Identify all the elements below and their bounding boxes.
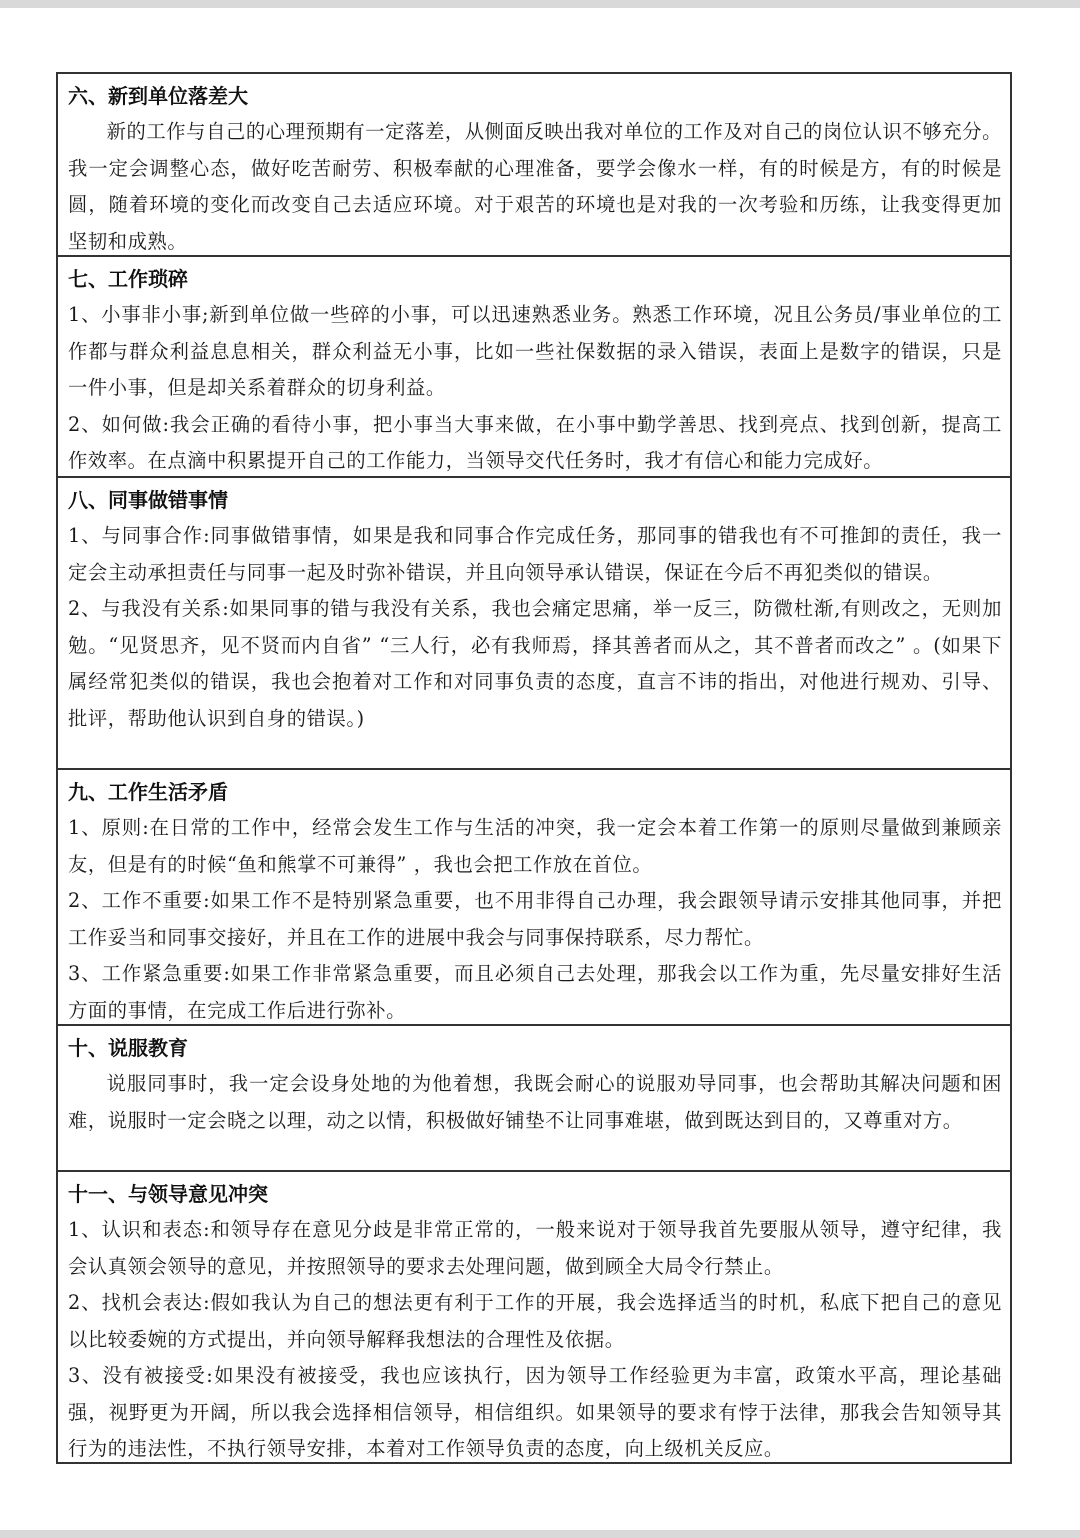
section-paragraph: 新的工作与自己的心理预期有一定落差，从侧面反映出我对单位的工作及对自己的岗位认识不够充分。我一定会调整心态，做好吃苦耐劳、积极奉献的心理准备，要学会像水一样，有的时候是方，有的时候是圆，随着环境的变化而改变自己去适应环境。对于艰苦的环境也是对我的一次考验和历练，让我变得更加坚韧和成熟。 [68,120,1002,253]
section-paragraph: 1、小事非小事;新到单位做一些碎的小事，可以迅速熟悉业务。熟悉工作环境，况且公务员/事业单位的工作都与群众利益息息相关，群众利益无小事，比如一些社保数据的录入错误，表面上是数字的错误，只是一件小事，但是却关系着群众的切身利益。 [68,303,1002,399]
section-paragraph: 1、原则:在日常的工作中，经常会发生工作与生活的冲突，我一定会本着工作第一的原则尽量做到兼顾亲友，但是有的时候“鱼和熊掌不可兼得” ，我也会把工作放在首位。 [68,816,1002,876]
section-heading: 八、同事做错事情 [68,488,228,512]
section-paragraph: 2、找机会表达:假如我认为自己的想法更有利于工作的开展，我会选择适当的时机，私底下把自己的意见以比较委婉的方式提出，并向领导解释我想法的合理性及依据。 [68,1291,1002,1351]
qa-table [56,72,1012,1464]
section-paragraph: 2、与我没有关系:如果同事的错与我没有关系，我也会痛定思痛，举一反三，防微杜渐,有则改之，无则加勉。“见贤思齐，见不贤而内自省” “三人行，必有我师焉，择其善者而从之，其不普者而改之” 。(如果下属经常犯类似的错误，我也会抱着对工作和对同事负责的态度，直言不讳的指出，对他进行规劝、引导、批评，帮助他认识到自身的错误。) [68,597,1002,730]
section-heading: 七、工作琐碎 [68,267,188,291]
section-persuasion [58,1026,1010,1172]
section-paragraph: 3、没有被接受:如果没有被接受，我也应该执行，因为领导工作经验更为丰富，政策水平高，理论基础强，视野更为开阔，所以我会选择相信领导，相信组织。如果领导的要求有悖于法律，那我会告知领导其行为的违法性，不执行领导安排，本着对工作领导负责的态度，向上级机关反应。 [68,1364,1002,1460]
section-paragraph: 说服同事时，我一定会设身处地的为他着想，我既会耐心的说服劝导同事，也会帮助其解决问题和困难，说服时一定会晓之以理，动之以情，积极做好铺垫不让同事难堪，做到既达到目的，又尊重对方。 [68,1072,1002,1132]
section-heading: 十、说服教育 [68,1036,188,1060]
section-leader-disagreement [58,1172,1010,1462]
section-work-life-conflict [58,770,1010,1026]
section-paragraph: 2、如何做:我会正确的看待小事，把小事当大事来做，在小事中勤学善思、找到亮点、找到创新，提高工作效率。在点滴中积累提开自己的工作能力，当领导交代任务时，我才有信心和能力完成好。 [68,412,1002,472]
section-paragraph: 3、工作紧急重要:如果工作非常紧急重要，而且必须自己去处理，那我会以工作为重，先尽量安排好生活方面的事情，在完成工作后进行弥补。 [68,962,1002,1022]
bottom-gray-band [0,1530,1080,1538]
section-trivial-work [58,257,1010,478]
section-colleague-mistakes [58,478,1010,770]
section-heading: 六、新到单位落差大 [68,84,248,108]
section-paragraph: 1、认识和表态:和领导存在意见分歧是非常正常的，一般来说对于领导我首先要服从领导，遵守纪律，我会认真领会领导的意见，并按照领导的要求去处理问题，做到顾全大局令行禁止。 [68,1218,1002,1278]
section-paragraph: 1、与同事合作:同事做错事情，如果是我和同事合作完成任务，那同事的错我也有不可推卸的责任，我一定会主动承担责任与同事一起及时弥补错误，并且向领导承认错误，保证在今后不再犯类似的错误。 [68,524,1002,584]
section-new-unit-gap [58,74,1010,257]
section-paragraph: 2、工作不重要:如果工作不是特别紧急重要，也不用非得自己办理，我会跟领导请示安排其他同事，并把工作妥当和同事交接好，并且在工作的进展中我会与同事保持联系，尽力帮忙。 [68,889,1002,949]
section-heading: 十一、与领导意见冲突 [68,1182,268,1206]
section-heading: 九、工作生活矛盾 [68,780,228,804]
top-gray-band [0,0,1080,8]
